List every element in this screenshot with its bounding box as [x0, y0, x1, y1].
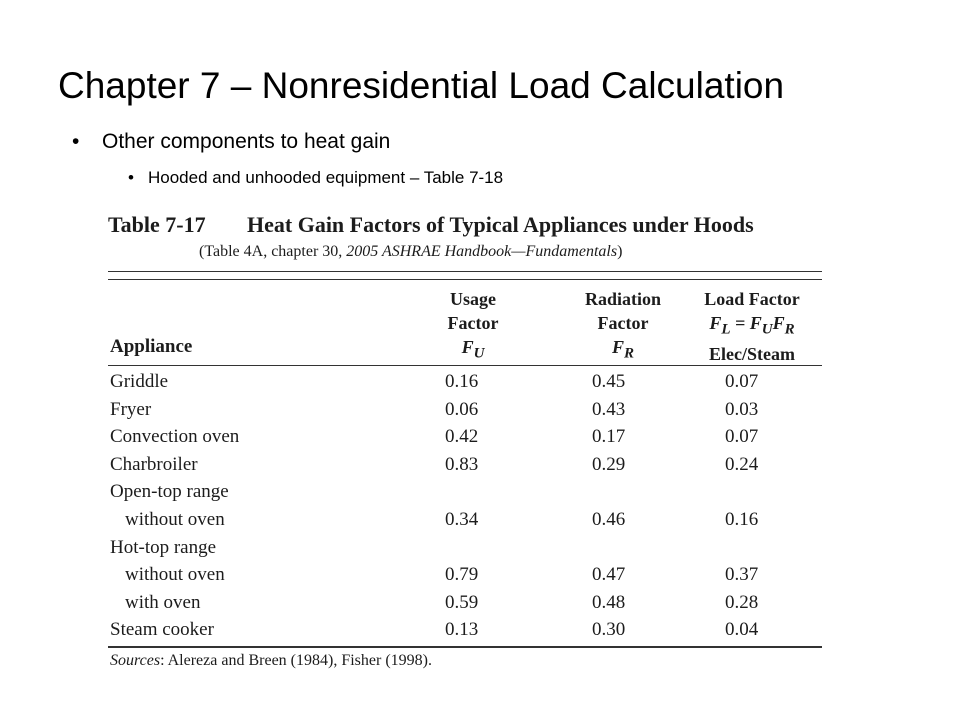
cell-load-factor: 0.16	[725, 508, 759, 530]
cell-radiation-factor: 0.47	[592, 564, 626, 586]
header-radiation-line2: Factor	[597, 313, 649, 333]
subtitle-handbook: 2005 ASHRAE Handbook—Fundamentals	[346, 243, 618, 260]
sources-label: Sources	[110, 652, 161, 669]
cell-load-factor: 0.07	[725, 371, 759, 392]
table-body	[108, 368, 822, 644]
cell-appliance: Steam cooker	[110, 619, 214, 641]
table-top-rule	[108, 271, 822, 272]
table-bottom-rule	[108, 646, 822, 648]
table-title-text: Heat Gain Factors of Typical Appliances under Hoods	[247, 212, 754, 237]
table-row	[108, 616, 822, 644]
cell-usage-factor: 0.79	[445, 564, 479, 586]
table-sources	[110, 652, 432, 670]
cell-appliance: Convection oven	[110, 426, 240, 448]
cell-usage-factor: 0.06	[445, 398, 479, 420]
header-load-factor	[682, 287, 822, 366]
subtitle-prefix: (Table 4A, chapter 30,	[199, 243, 347, 260]
subtitle-suffix: )	[617, 243, 623, 260]
table-row	[108, 589, 822, 617]
cell-usage-factor: 0.16	[445, 371, 479, 392]
cell-appliance: without oven	[125, 564, 225, 586]
sub-bullet-text: Hooded and unhooded equipment – Table 7-18	[148, 168, 504, 187]
cell-load-factor: 0.24	[725, 453, 759, 475]
table-row	[108, 368, 822, 396]
cell-load-factor: 0.28	[725, 591, 759, 613]
cell-usage-factor: 0.13	[445, 619, 479, 641]
table-row	[108, 396, 822, 424]
bullet-glyph: •	[128, 168, 134, 187]
cell-appliance: with oven	[125, 591, 201, 613]
cell-radiation-factor: 0.48	[592, 591, 626, 613]
sources-text: : Alereza and Breen (1984), Fisher (1998).	[160, 652, 432, 669]
header-usage-line2: Factor	[447, 313, 499, 333]
cell-appliance: Hot-top range	[110, 536, 217, 558]
table-row	[108, 534, 822, 562]
bullet-text: Other components to heat gain	[102, 130, 391, 153]
cell-appliance: Charbroiler	[110, 453, 198, 475]
table-number: Table 7-17	[108, 212, 206, 237]
table-row	[108, 561, 822, 589]
cell-usage-factor: 0.42	[445, 426, 479, 448]
table-subtitle	[199, 243, 622, 261]
header-load-line3: Elec/Steam	[709, 343, 795, 364]
header-radiation-line1: Radiation	[584, 289, 662, 309]
cell-radiation-factor: 0.29	[592, 453, 626, 475]
sub-bullet-item	[128, 168, 503, 188]
header-load-line1: Load Factor	[704, 289, 800, 309]
cell-usage-factor: 0.59	[445, 591, 479, 613]
cell-usage-factor: 0.34	[445, 508, 479, 530]
cell-load-factor: 0.04	[725, 619, 759, 641]
bullet-glyph: •	[72, 130, 80, 153]
cell-radiation-factor: 0.17	[592, 426, 626, 448]
cell-radiation-factor: 0.46	[592, 508, 626, 530]
cell-appliance: Open-top range	[110, 481, 229, 503]
bullet-item	[72, 129, 390, 154]
table-row	[108, 423, 822, 451]
header-usage-symbol: $F_U$	[461, 337, 485, 362]
header-usage-factor	[408, 287, 538, 366]
cell-load-factor: 0.37	[725, 564, 759, 586]
cell-radiation-factor: 0.30	[592, 619, 626, 641]
appliance-heat-gain-table-image	[108, 205, 822, 675]
cell-usage-factor: 0.83	[445, 453, 479, 475]
header-appliance: Appliance	[110, 336, 193, 357]
table-title	[108, 212, 754, 238]
cell-radiation-factor: 0.45	[592, 371, 626, 392]
header-rule	[108, 365, 822, 366]
cell-load-factor: 0.03	[725, 398, 759, 420]
table-row	[108, 451, 822, 479]
cell-appliance: Griddle	[110, 371, 169, 392]
cell-load-factor: 0.07	[725, 426, 759, 448]
table-row	[108, 506, 822, 534]
cell-appliance: Fryer	[110, 398, 152, 420]
header-radiation-factor	[548, 287, 698, 366]
header-radiation-symbol: $F_R$	[611, 337, 635, 362]
cell-radiation-factor: 0.43	[592, 398, 626, 420]
table-top-rule-2	[108, 279, 822, 280]
header-load-formula: $F_L = F_UF_R$	[709, 313, 795, 338]
slide-title: Chapter 7 – Nonresidential Load Calculation	[58, 65, 785, 106]
header-usage-line1: Usage	[450, 289, 496, 309]
cell-appliance: without oven	[125, 508, 225, 530]
table-row	[108, 478, 822, 506]
